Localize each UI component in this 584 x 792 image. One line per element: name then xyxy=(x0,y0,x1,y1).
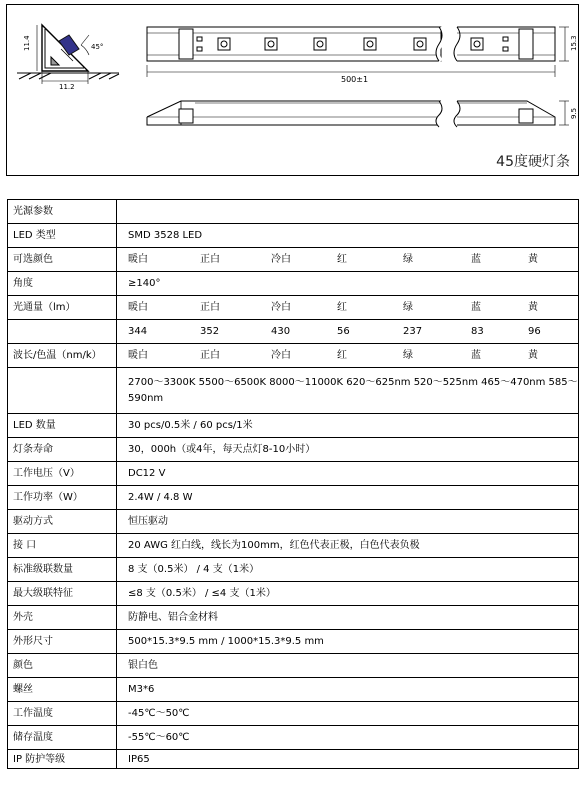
spec-value-cell: 黄 xyxy=(528,254,538,265)
spec-value: 银白色 xyxy=(117,654,579,678)
spec-row xyxy=(8,272,579,296)
spec-row xyxy=(8,462,579,486)
spec-row xyxy=(8,582,579,606)
spec-label: 外形尺寸 xyxy=(8,630,117,654)
spec-value-cell: 暖白 xyxy=(128,302,148,313)
spec-row xyxy=(8,296,579,320)
spec-value xyxy=(117,200,579,224)
drawing-caption: 45度硬灯条 xyxy=(496,154,570,170)
spec-label: 螺丝 xyxy=(8,678,117,702)
spec-value-cell: 56 xyxy=(337,326,350,337)
spec-value-cell: 红 xyxy=(337,350,347,361)
spec-value-columns xyxy=(128,325,578,338)
spec-label: 工作温度 xyxy=(8,702,117,726)
spec-row xyxy=(8,702,579,726)
spec-value-columns xyxy=(128,349,578,362)
spec-value: 恒压驱动 xyxy=(117,510,579,534)
spec-value: 2.4W / 4.8 W xyxy=(117,486,579,510)
spec-table xyxy=(7,199,579,769)
spec-label xyxy=(8,320,117,344)
spec-label: 工作功率（W） xyxy=(8,486,117,510)
spec-row xyxy=(8,344,579,368)
spec-value: SMD 3528 LED xyxy=(117,224,579,248)
technical-drawing xyxy=(6,4,579,176)
spec-value xyxy=(117,296,579,320)
spec-value-cell: 红 xyxy=(337,302,347,313)
spec-value xyxy=(117,344,579,368)
spec-label: IP 防护等级 xyxy=(8,750,117,769)
spec-label: 工作电压（V） xyxy=(8,462,117,486)
spec-value-cell: 绿 xyxy=(403,254,413,265)
spec-row xyxy=(8,750,579,769)
spec-row xyxy=(8,726,579,750)
spec-row xyxy=(8,438,579,462)
spec-row xyxy=(8,534,579,558)
spec-label: 颜色 xyxy=(8,654,117,678)
spec-label: 储存温度 xyxy=(8,726,117,750)
spec-value: ≥140° xyxy=(117,272,579,296)
spec-value: 500*15.3*9.5 mm / 1000*15.3*9.5 mm xyxy=(117,630,579,654)
spec-label: 灯条寿命 xyxy=(8,438,117,462)
spec-row xyxy=(8,486,579,510)
spec-label xyxy=(8,368,117,414)
spec-value-cell: 正白 xyxy=(200,302,220,313)
spec-value: 防静电、铝合金材料 xyxy=(117,606,579,630)
strip-height-dim: 15.3 xyxy=(570,35,578,51)
spec-value-columns xyxy=(128,253,578,266)
spec-value-cell: 红 xyxy=(337,254,347,265)
spec-value: M3*6 xyxy=(117,678,579,702)
spec-table-body xyxy=(8,200,579,769)
spec-row xyxy=(8,558,579,582)
spec-row xyxy=(8,248,579,272)
spec-value-cell: 83 xyxy=(471,326,484,337)
spec-value-cell: 蓝 xyxy=(471,350,481,361)
spec-label: 波长/色温（nm/k） xyxy=(8,344,117,368)
spec-value-cell: 蓝 xyxy=(471,302,481,313)
strip-front-view xyxy=(147,27,569,77)
spec-row xyxy=(8,654,579,678)
spec-value-cell: 352 xyxy=(200,326,220,337)
spec-row xyxy=(8,630,579,654)
spec-value-cell: 正白 xyxy=(200,350,220,361)
spec-value-cell: 蓝 xyxy=(471,254,481,265)
spec-value: 20 AWG 红白线，线长为100mm，红色代表正极，白色代表负极 xyxy=(117,534,579,558)
spec-value-cell: 绿 xyxy=(403,302,413,313)
spec-row xyxy=(8,678,579,702)
spec-label: LED 数量 xyxy=(8,414,117,438)
spec-value: DC12 V xyxy=(117,462,579,486)
spec-value-cell: 暖白 xyxy=(128,254,148,265)
spec-value xyxy=(117,320,579,344)
spec-value: 30，000h（或4年，每天点灯8-10小时） xyxy=(117,438,579,462)
spec-row xyxy=(8,414,579,438)
spec-label: 光源参数 xyxy=(8,200,117,224)
spec-value-cell: 344 xyxy=(128,326,148,337)
spec-value: IP65 xyxy=(117,750,579,769)
strip-side-view xyxy=(147,101,569,127)
spec-value-cell: 96 xyxy=(528,326,541,337)
spec-value-cell: 冷白 xyxy=(271,302,291,313)
spec-value-cell: 黄 xyxy=(528,350,538,361)
spec-value: 30 pcs/0.5米 / 60 pcs/1米 xyxy=(117,414,579,438)
spec-value: -45℃～50℃ xyxy=(117,702,579,726)
spec-value-cell: 237 xyxy=(403,326,423,337)
spec-row xyxy=(8,224,579,248)
spec-label: 标准级联数量 xyxy=(8,558,117,582)
spec-label: 接 口 xyxy=(8,534,117,558)
spec-value-cell: 正白 xyxy=(200,254,220,265)
spec-value: -55℃～60℃ xyxy=(117,726,579,750)
spec-value: 8 支（0.5米） / 4 支（1米） xyxy=(117,558,579,582)
spec-label: 最大级联特征 xyxy=(8,582,117,606)
spec-value-cell: 430 xyxy=(271,326,291,337)
spec-value: ≤8 支（0.5米） / ≤4 支（1米） xyxy=(117,582,579,606)
spec-value-cell: 黄 xyxy=(528,302,538,313)
profile-cross-section xyxy=(17,25,119,84)
spec-value-columns xyxy=(128,301,578,314)
profile-angle-dim: 45° xyxy=(91,43,104,51)
spec-value xyxy=(117,248,579,272)
spec-label: 外壳 xyxy=(8,606,117,630)
spec-label: LED 类型 xyxy=(8,224,117,248)
spec-value-cell: 冷白 xyxy=(271,254,291,265)
spec-label: 驱动方式 xyxy=(8,510,117,534)
spec-row xyxy=(8,200,579,224)
spec-label: 角度 xyxy=(8,272,117,296)
spec-value-cell: 暖白 xyxy=(128,350,148,361)
spec-row xyxy=(8,368,579,414)
led-strip-drawing xyxy=(7,5,580,177)
profile-width-dim: 11.2 xyxy=(59,83,75,91)
spec-row xyxy=(8,606,579,630)
spec-value-cell: 绿 xyxy=(403,350,413,361)
spec-label: 可选颜色 xyxy=(8,248,117,272)
spec-label: 光通量（lm） xyxy=(8,296,117,320)
spec-row xyxy=(8,510,579,534)
spec-value-cell: 冷白 xyxy=(271,350,291,361)
spec-row xyxy=(8,320,579,344)
side-height-dim: 9.5 xyxy=(570,107,578,119)
profile-height-dim: 11.4 xyxy=(23,35,31,51)
spec-value: 2700～3300K 5500～6500K 8000～11000K 620～625nm 520～525nm 465～470nm 585～590nm xyxy=(117,368,579,414)
strip-length-dim: 500±1 xyxy=(341,75,369,84)
